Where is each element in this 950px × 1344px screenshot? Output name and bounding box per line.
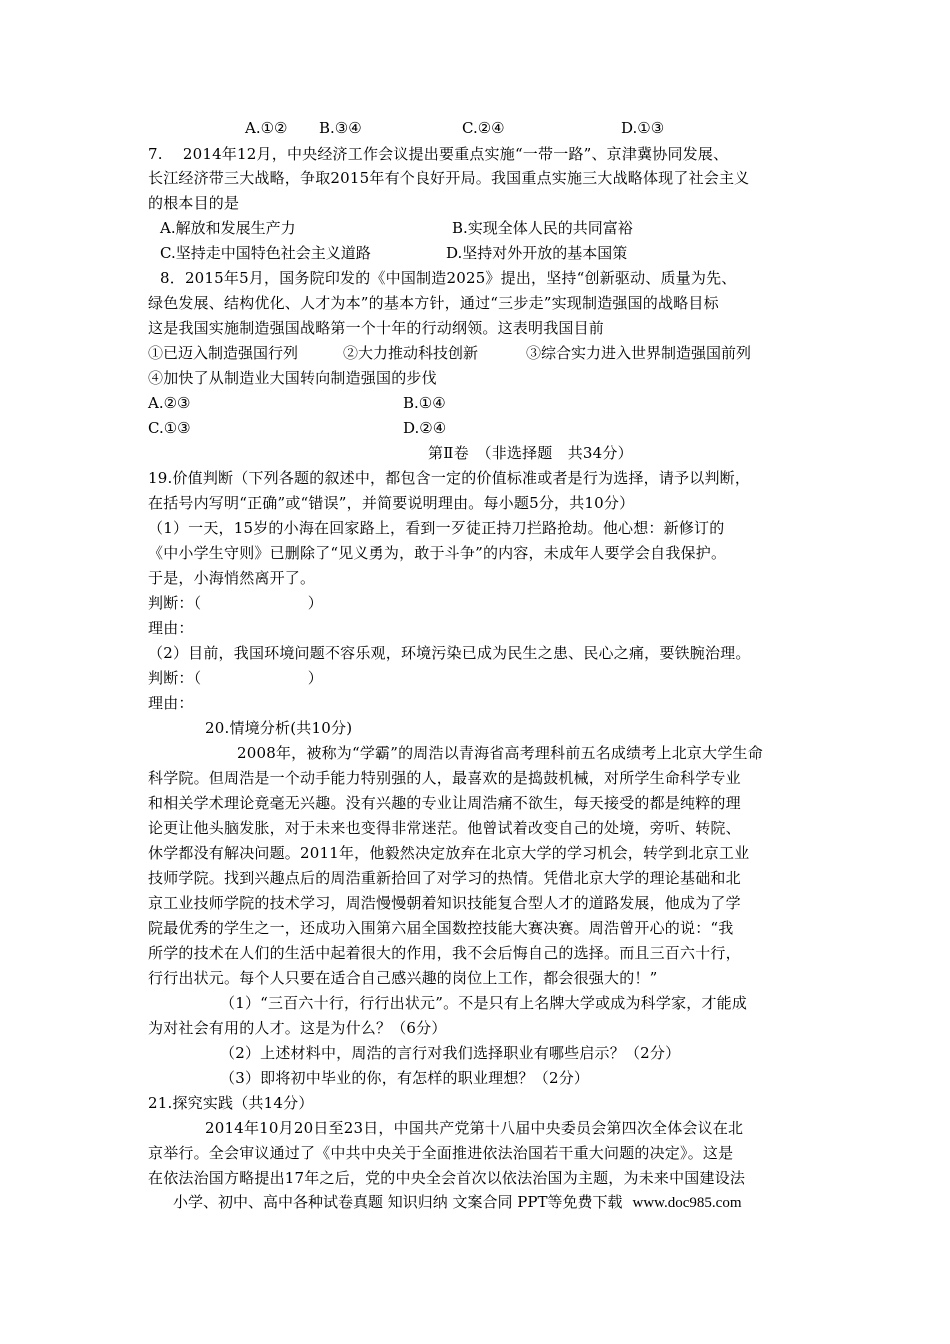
q8-item-3: ③综合实力进入世界制造强国前列 (526, 344, 752, 362)
q8-option-a: A.②③ (148, 394, 191, 412)
q8-stem-line: 8．2015年5月，国务院印发的《中国制造2025》提出，坚持“创新驱动、质量为先、 (160, 269, 737, 287)
section-heading: 第Ⅱ卷 （非选择题 共34分） (428, 444, 633, 462)
q8-stem-line: 这是我国实施制造强国战略第一个十年的行动纲领。这表明我国目前 (148, 319, 605, 337)
q20-question-2: （2）上述材料中，周浩的言行对我们选择职业有哪些启示？（2分） (220, 1044, 681, 1062)
q7-option-c: C.坚持走中国特色社会主义道路 (160, 244, 371, 262)
q20-material-line: 行行出状元。每个人只要在适合自己感兴趣的岗位上工作，都会很强大的！” (148, 969, 658, 987)
q20-question-3: （3）即将初中毕业的你，有怎样的职业理想？（2分） (220, 1069, 590, 1087)
footer-text: 小学、初中、高中各种试卷真题 知识归纳 文案合同 PPT等免费下载 (173, 1193, 623, 1211)
q20-title: 20.情境分析(共10分) (205, 719, 353, 737)
q7-option-d: D.坚持对外开放的基本国策 (446, 244, 628, 262)
q19-stem-line: 19.价值判断（下列各题的叙述中，都包含一定的价值标准或者是行为选择，请予以判断， (148, 469, 751, 487)
q7-stem-line: 长江经济带三大战略，争取2015年有个良好开局。我国重点实施三大战略体现了社会主义 (148, 169, 750, 187)
q7-stem-line: 7. 2014年12月，中央经济工作会议提出要重点实施“一带一路”、京津冀协同发展、 (148, 145, 729, 163)
q19-part1-line: 《中小学生守则》已删除了“见义勇为，敢于斗争”的内容，未成年人要学会自我保护。 (148, 544, 727, 562)
q8-stem-line: 绿色发展、结构优化、人才为本”的基本方针，通过“三步走”实现制造强国的战略目标 (148, 294, 719, 312)
q19-judgement-2: 判断：（ ） (148, 669, 323, 687)
q20-material-line: 科学院。但周浩是一个动手能力特别强的人，最喜欢的是捣鼓机械，对所学生命科学专业 (148, 769, 741, 787)
q20-material-line: 所学的技术在人们的生活中起着很大的作用，我不会后悔自己的选择。而且三百六十行， (148, 944, 741, 962)
q6-option-b: B.③④ (319, 119, 362, 137)
q8-option-d: D.②④ (403, 419, 447, 437)
q19-part1-line: （1）一天，15岁的小海在回家路上，看到一歹徒正持刀拦路抢劫。他心想：新修订的 (148, 519, 725, 537)
footer-url[interactable]: www.doc985.com (632, 1195, 742, 1211)
q20-material-line: 论更让他头脑发胀，对于未来也变得非常迷茫。他曾试着改变自己的处境，旁听、转院、 (148, 819, 741, 837)
q21-material-line: 2014年10月20日至23日，中国共产党第十八届中央委员会第四次全体会议在北 (205, 1119, 744, 1137)
q6-option-d: D.①③ (621, 119, 665, 137)
q20-material-line: 技师学院。找到兴趣点后的周浩重新拾回了对学习的热情。凭借北京大学的理论基础和北 (148, 869, 741, 887)
q8-item-4: ④加快了从制造业大国转向制造强国的步伐 (148, 369, 437, 387)
q20-material-line: 休学都没有解决问题。2011年，他毅然决定放弃在北京大学的学习机会，转学到北京工业 (148, 844, 750, 862)
q21-title: 21.探究实践（共14分） (148, 1094, 314, 1112)
q7-stem-line: 的根本目的是 (148, 194, 240, 212)
q19-reason-2: 理由： (148, 694, 194, 712)
q8-option-b: B.①④ (403, 394, 446, 412)
q8-item-2: ②大力推动科技创新 (343, 344, 479, 362)
q19-part1-line: 于是，小海悄然离开了。 (148, 569, 316, 587)
q21-material-line: 京举行。全会审议通过了《中共中央关于全面推进依法治国若干重大问题的决定》。这是 (148, 1144, 734, 1162)
q7-option-a: A.解放和发展生产力 (160, 219, 296, 237)
q19-part2-line: （2）目前，我国环境问题不容乐观，环境污染已成为民生之患、民心之痛，要铁腕治理。 (148, 644, 751, 662)
q20-question-1: （1）“三百六十行，行行出状元”。不是只有上名牌大学或成为科学家，才能成 (220, 994, 748, 1012)
q6-option-c: C.②④ (462, 119, 505, 137)
q7-option-b: B.实现全体人民的共同富裕 (452, 219, 633, 237)
q19-reason-1: 理由： (148, 619, 194, 637)
q19-stem-line: 在括号内写明“正确”或“错误”，并简要说明理由。每小题5分，共10分） (148, 494, 635, 512)
q8-option-c: C.①③ (148, 419, 191, 437)
q21-material-line: 在依法治国方略提出17年之后，党的中央全会首次以依法治国为主题，为未来中国建设法 (148, 1169, 746, 1187)
q20-material-line: 2008年，被称为“学霸”的周浩以青海省高考理科前五名成绩考上北京大学生命 (237, 744, 763, 762)
q6-option-a: A.①② (245, 119, 288, 137)
q19-judgement-1: 判断：（ ） (148, 594, 323, 612)
q20-material-line: 院最优秀的学生之一，还成功入围第六届全国数控技能大赛决赛。周浩曾开心的说：“我 (148, 919, 734, 937)
q20-material-line: 和相关学术理论竟毫无兴趣。没有兴趣的专业让周浩痛不欲生，每天接受的都是纯粹的理 (148, 794, 741, 812)
q20-question-1: 为对社会有用的人才。这是为什么？（6分） (148, 1019, 447, 1037)
q8-item-1: ①已迈入制造强国行列 (148, 344, 299, 362)
page-footer (173, 1192, 742, 1213)
q20-material-line: 京工业技师学院的技术学习，周浩慢慢朝着知识技能复合型人才的道路发展，他成为了学 (148, 894, 741, 912)
